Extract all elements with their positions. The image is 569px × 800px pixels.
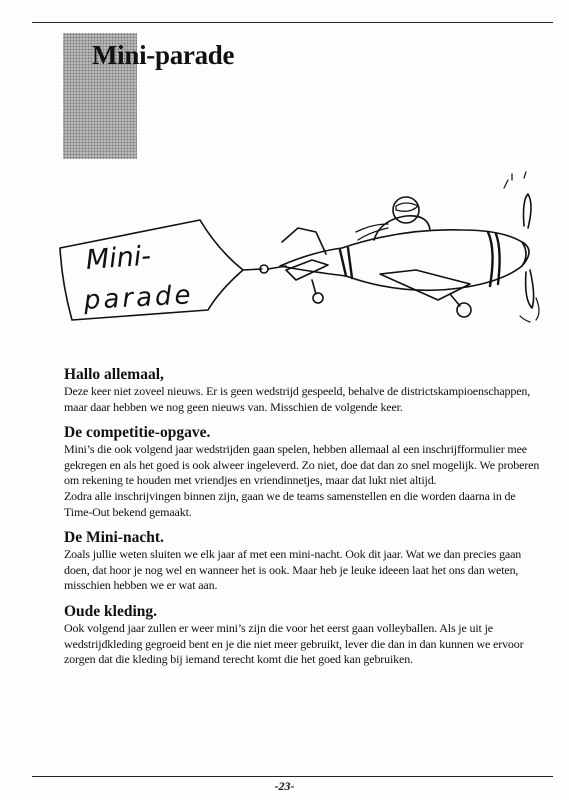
main-wheel xyxy=(457,303,471,317)
top-rule xyxy=(32,22,553,23)
section-paragraph: Zodra alle inschrijvingen binnen zijn, gaan we de teams samenstellen en die worden daarna in de Time-Out bekend gemaakt. xyxy=(64,488,516,519)
tail-fin xyxy=(282,228,326,254)
section-heading: De competitie-opgave. xyxy=(64,424,211,442)
article-body xyxy=(64,366,544,677)
tail-wheel xyxy=(313,293,323,303)
section-paragraph: Ook volgend jaar zullen er weer mini’s zijn die voor het eerst gaan volleyballen. Als je uit je wedstrijdkleding gegroeid bent en je die niet meer gebruikt, lever die dan in dan kunnen we ervoor zorgen dat die kleding bij iemand terecht komt die het goed kan gebruiken. xyxy=(64,620,524,667)
section-competitie-opgave xyxy=(64,424,544,520)
section-paragraph: Zoals jullie weten sluiten we elk jaar af met een mini-nacht. Ook dit jaar. Wat we dan precies gaan doen, dat hoor je nog wel en wanneer het is ook. Maar heb je leuke ideeen laat het ons dan weten, misschien hebben we er wat aan. xyxy=(64,547,522,593)
nose-band xyxy=(488,232,500,286)
section-hallo-allemaal xyxy=(64,366,544,415)
airplane-banner-illustration xyxy=(50,170,550,330)
section-oude-kleding xyxy=(64,603,544,668)
bottom-rule xyxy=(32,776,553,777)
lower-wing xyxy=(380,270,470,300)
section-mini-nacht xyxy=(64,529,544,594)
page-number: -23- xyxy=(274,779,295,793)
banner-tow-line xyxy=(243,269,262,270)
section-heading: De Mini-nacht. xyxy=(64,529,164,547)
propeller-blade-bottom xyxy=(526,270,534,308)
stripe-band xyxy=(340,248,352,278)
section-heading: Oude kleding. xyxy=(64,602,158,620)
banner-text-line2: parade xyxy=(83,280,195,316)
page-title: Mini-parade xyxy=(92,40,235,70)
fuselage xyxy=(280,230,526,290)
section-paragraph: Deze keer niet zoveel nieuws. Er is geen wedstrijd gespeeld, behalve de districtskampioenschappen, maar daar hebben we nog geen nieuws van. Misschien de volgende keer. xyxy=(64,384,531,414)
banner-text-line1: Mini- xyxy=(84,240,153,277)
propeller-blade-top xyxy=(524,194,532,228)
section-heading: Hallo allemaal, xyxy=(64,366,164,383)
section-paragraph: Mini’s die ook volgend jaar wedstrijden gaan spelen, hebben allemaal al een inschrijfformulier mee gekregen en als het goed is ook alweer ingeleverd. Zo niet, doe dat dan zo snel mogelijk. We proberen om rekening te houden met vriendjes en vriendinnetjes, maar dat lukt niet altijd. xyxy=(64,442,540,488)
pilot-goggles xyxy=(396,203,418,211)
